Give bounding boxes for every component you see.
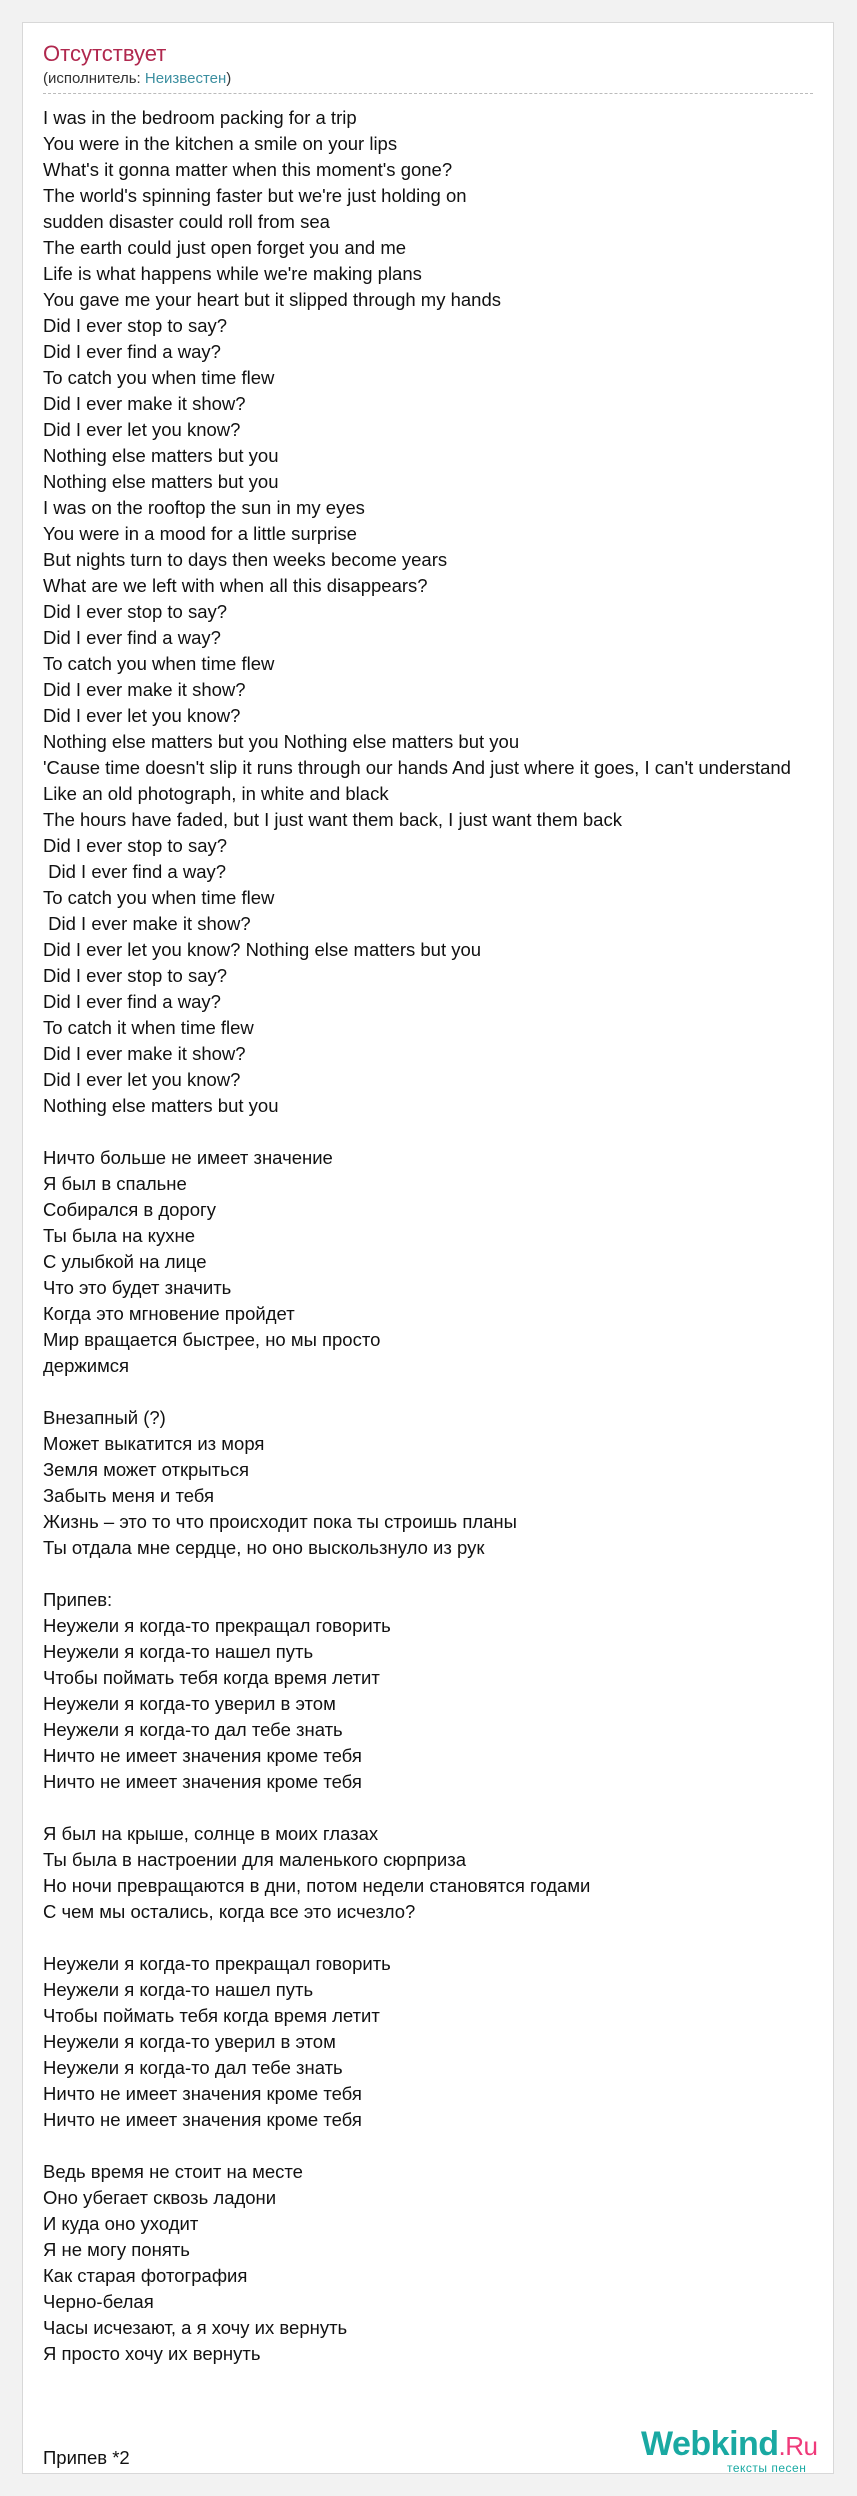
lyric-line: Did I ever let you know? Nothing else matters but you <box>43 939 482 960</box>
logo-tld: .Ru <box>778 2431 818 2461</box>
lyric-line: Когда это мгновение пройдет <box>43 1303 295 1324</box>
lyric-line: You were in a mood for a little surprise <box>43 523 357 544</box>
lyric-line: Черно-белая <box>43 2291 154 2312</box>
lyric-line: Nothing else matters but you <box>43 445 279 466</box>
lyric-line: Like an old photograph, in white and black <box>43 783 389 804</box>
lyric-line: Я просто хочу их вернуть <box>43 2343 261 2364</box>
lyric-line: Did I ever make it show? <box>43 913 251 934</box>
lyric-line: To catch you when time flew <box>43 887 275 908</box>
lyric-line <box>43 2133 834 2159</box>
lyric-line: Life is what happens while we're making plans <box>43 263 422 284</box>
lyric-line: I was in the bedroom packing for a trip <box>43 107 357 128</box>
lyric-line: Did I ever stop to say? <box>43 965 228 986</box>
lyric-line: sudden disaster could roll from sea <box>43 211 330 232</box>
lyric-line: С улыбкой на лице <box>43 1251 207 1272</box>
lyric-line: The hours have faded, but I just want them back, I just want them back <box>43 809 622 830</box>
lyric-line: Неужели я когда-то дал тебе знать <box>43 1719 343 1740</box>
lyric-line: But nights turn to days then weeks become years <box>43 549 448 570</box>
lyric-line: С чем мы остались, когда все это исчезло? <box>43 1901 416 1922</box>
lyric-line: Как старая фотография <box>43 2265 248 2286</box>
lyric-line: И куда оно уходит <box>43 2213 199 2234</box>
lyric-line: The world's spinning faster but we're just holding on <box>43 185 467 206</box>
lyric-line: Земля может открыться <box>43 1459 250 1480</box>
lyric-line: Nothing else matters but you <box>43 471 279 492</box>
lyric-line: Я был на крыше, солнце в моих глазах <box>43 1823 379 1844</box>
logo-main-text: Webkind <box>641 2425 779 2463</box>
lyric-line: Ты была в настроении для маленького сюрприза <box>43 1849 467 1870</box>
lyric-line <box>43 1925 834 1951</box>
lyric-line: Ничто больше не имеет значение <box>43 1147 333 1168</box>
lyric-line: 'Cause time doesn't slip it runs through our hands And just where it goes, I can't understand <box>43 757 791 778</box>
lyric-line: Did I ever find a way? <box>43 627 221 648</box>
lyric-line: Неужели я когда-то прекращал говорить <box>43 1615 391 1636</box>
lyric-line: Что это будет значить <box>43 1277 232 1298</box>
lyric-line: Did I ever make it show? <box>43 679 246 700</box>
lyric-line: Ничто не имеет значения кроме тебя <box>43 1771 362 1792</box>
artist-line <box>43 70 231 88</box>
lyrics-text <box>43 105 834 2471</box>
lyric-line: Nothing else matters but you <box>43 1095 279 1116</box>
lyric-line: Припев: <box>43 1589 113 1610</box>
lyric-line: Припев *2 <box>43 2447 130 2468</box>
lyric-line: Did I ever stop to say? <box>43 315 228 336</box>
lyric-line <box>43 1795 834 1821</box>
lyric-line: I was on the rooftop the sun in my eyes <box>43 497 365 518</box>
lyric-line: Внезапный (?) <box>43 1407 166 1428</box>
lyric-line: Я был в спальне <box>43 1173 187 1194</box>
lyric-line: Забыть меня и тебя <box>43 1485 215 1506</box>
title-divider <box>43 93 813 94</box>
lyric-line: Неужели я когда-то уверил в этом <box>43 2031 336 2052</box>
lyric-line <box>43 2367 834 2393</box>
lyric-line: Собирался в дорогу <box>43 1199 216 1220</box>
lyric-line: To catch you when time flew <box>43 653 275 674</box>
lyric-line: Did I ever find a way? <box>43 341 221 362</box>
lyric-line: Жизнь – это то что происходит пока ты строишь планы <box>43 1511 517 1532</box>
lyric-line: держимся <box>43 1355 130 1376</box>
lyric-line <box>43 1119 834 1145</box>
lyric-line: Did I ever make it show? <box>43 393 246 414</box>
lyric-line: Did I ever stop to say? <box>43 835 228 856</box>
webkind-logo[interactable] <box>641 2425 834 2473</box>
lyric-line: You were in the kitchen a smile on your lips <box>43 133 398 154</box>
lyric-line: Did I ever make it show? <box>43 1043 246 1064</box>
lyric-line <box>43 2393 834 2419</box>
lyric-line: Чтобы поймать тебя когда время летит <box>43 2005 380 2026</box>
lyric-line: Но ночи превращаются в дни, потом недели становятся годами <box>43 1875 591 1896</box>
artist-prefix: (исполнитель: <box>43 70 145 87</box>
lyric-line: Did I ever let you know? <box>43 705 241 726</box>
artist-link[interactable]: Неизвестен <box>144 70 227 87</box>
lyrics-page <box>22 22 834 2474</box>
lyric-line: Ничто не имеет значения кроме тебя <box>43 2109 362 2130</box>
lyric-line: Неужели я когда-то дал тебе знать <box>43 2057 343 2078</box>
lyric-line: You gave me your heart but it slipped through my hands <box>43 289 501 310</box>
lyric-line: Did I ever find a way? <box>43 991 221 1012</box>
logo-wordmark <box>641 2425 818 2465</box>
lyric-line: Ты отдала мне сердце, но оно выскользнуло из рук <box>43 1537 485 1558</box>
lyric-line: Ничто не имеет значения кроме тебя <box>43 1745 362 1766</box>
lyric-line: To catch it when time flew <box>43 1017 254 1038</box>
lyric-line <box>43 1561 834 1587</box>
lyric-line: Did I ever let you know? <box>43 419 241 440</box>
lyric-line: What's it gonna matter when this moment's gone? <box>43 159 453 180</box>
lyric-line: Did I ever stop to say? <box>43 601 228 622</box>
lyric-line: Мир вращается быстрее, но мы просто <box>43 1329 381 1350</box>
lyric-line: Неужели я когда-то уверил в этом <box>43 1693 336 1714</box>
logo-tagline: тексты песен <box>727 2461 807 2474</box>
lyric-line: Nothing else matters but you Nothing else matters but you <box>43 731 520 752</box>
lyric-line: Часы исчезают, а я хочу их вернуть <box>43 2317 348 2338</box>
lyric-line: Оно убегает сквозь ладони <box>43 2187 277 2208</box>
lyric-line: Неужели я когда-то нашел путь <box>43 1979 314 2000</box>
lyric-line: Ведь время не стоит на месте <box>43 2161 303 2182</box>
lyric-line: Я не могу понять <box>43 2239 190 2260</box>
lyric-line: Неужели я когда-то прекращал говорить <box>43 1953 391 1974</box>
song-title: Отсутствует <box>43 41 167 66</box>
lyric-line <box>43 1379 834 1405</box>
lyric-line: Did I ever let you know? <box>43 1069 241 1090</box>
lyric-line: The earth could just open forget you and me <box>43 237 407 258</box>
lyric-line: Did I ever find a way? <box>43 861 227 882</box>
lyric-line: Ты была на кухне <box>43 1225 195 1246</box>
lyric-line: Чтобы поймать тебя когда время летит <box>43 1667 380 1688</box>
lyric-line: Ничто не имеет значения кроме тебя <box>43 2083 362 2104</box>
artist-suffix: ) <box>226 70 232 87</box>
lyric-line: Может выкатится из моря <box>43 1433 265 1454</box>
lyric-line: Неужели я когда-то нашел путь <box>43 1641 314 1662</box>
lyric-line: What are we left with when all this disappears? <box>43 575 428 596</box>
lyric-line: To catch you when time flew <box>43 367 275 388</box>
